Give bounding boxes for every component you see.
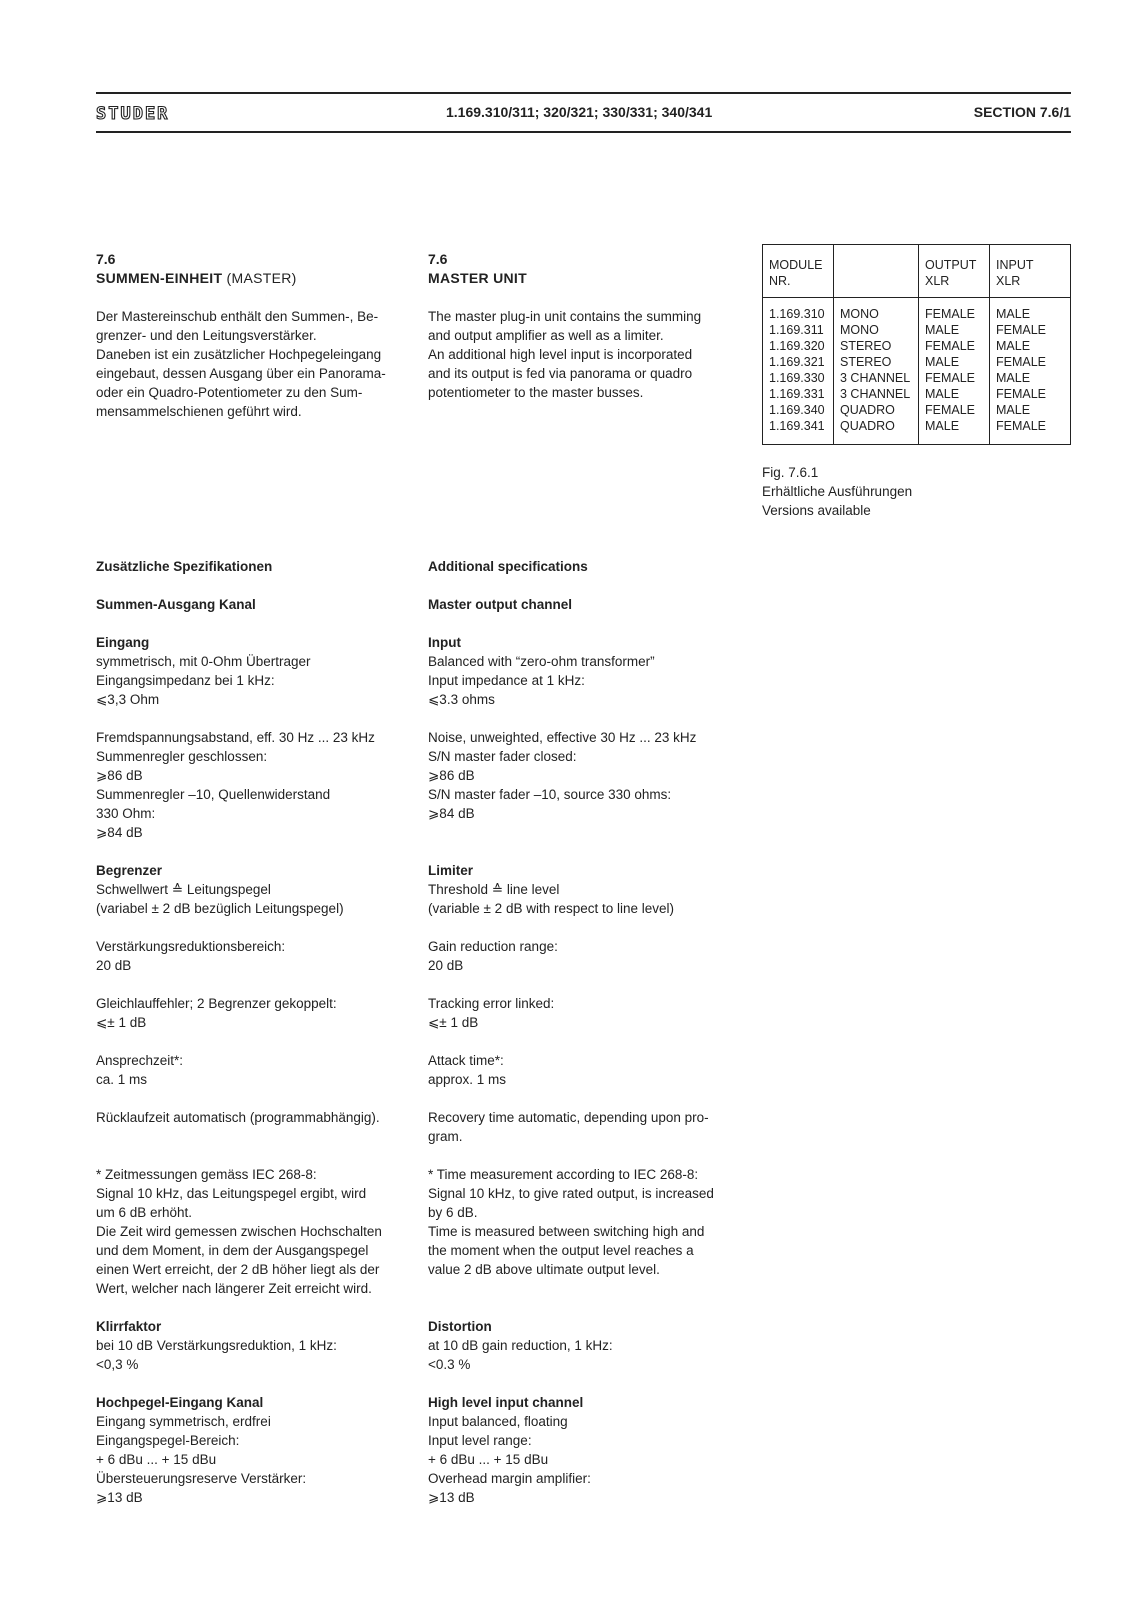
spec-line: Noise, unweighted, effective 30 Hz ... 23 kHz [428, 730, 697, 745]
spec-line: Attack time*: [428, 1053, 504, 1068]
spacer [428, 576, 738, 595]
header-module: MODULE NR. [763, 245, 834, 298]
spec-line: Input level range: [428, 1433, 532, 1448]
spacer [96, 975, 406, 994]
intro-line: eingebaut, dessen Ausgang über ein Panorama- [96, 366, 386, 381]
section-num-de: 7.6 [96, 251, 116, 267]
output-heading-de: Summen-Ausgang Kanal [96, 597, 256, 612]
german-specs-block [96, 557, 406, 1507]
spec-line: (variable ± 2 dB with respect to line level) [428, 901, 675, 916]
spec-line: ⩾84 dB [96, 825, 143, 840]
specs-heading-en: Additional specifications [428, 559, 588, 574]
spec-line: Summenregler geschlossen: [96, 749, 268, 764]
section-num-en: 7.6 [428, 251, 448, 267]
note-line: Time is measured between switching high and [428, 1224, 705, 1239]
spacer [96, 842, 406, 861]
table-row: 1.169.331 3 CHANNEL MALE FEMALE [763, 386, 1071, 402]
spec-line: Verstärkungsreduktionsbereich: [96, 939, 286, 954]
caption-line: Erhältliche Ausführungen [762, 484, 913, 499]
intro-line: Der Mastereinschub enthält den Summen-, Be- [96, 309, 379, 324]
spec-line: Recovery time automatic, depending upon pro- [428, 1110, 709, 1125]
spec-line: Input impedance at 1 kHz: [428, 673, 585, 688]
spec-line: Rücklaufzeit automatisch (programmabhängig). [96, 1110, 380, 1125]
header-type [834, 245, 919, 298]
spec-line: Threshold ≙ line level [428, 882, 560, 897]
spacer [428, 918, 738, 937]
spec-line: ⩽3.3 ohms [428, 692, 495, 707]
specs-heading-de: Zusätzliche Spezifikationen [96, 559, 273, 574]
note-line: * Time measurement according to IEC 268-8: [428, 1167, 699, 1182]
table-row: 1.169.311 MONO MALE FEMALE [763, 322, 1071, 338]
spec-line: Eingang symmetrisch, erdfrei [96, 1414, 271, 1429]
note-line: um 6 dB erhöht. [96, 1205, 193, 1220]
spec-line: ⩽± 1 dB [428, 1015, 479, 1030]
spec-line: S/N master fader –10, source 330 ohms: [428, 787, 672, 802]
spec-line: at 10 dB gain reduction, 1 kHz: [428, 1338, 613, 1353]
spacer [428, 823, 738, 842]
section-number: SECTION 7.6/1 [973, 104, 1071, 120]
spec-line: 20 dB [96, 958, 132, 973]
spacer [96, 1032, 406, 1051]
spec-line: <0,3 % [96, 1357, 139, 1372]
spec-line: Balanced with “zero-ohm transformer” [428, 654, 655, 669]
note-line: value 2 dB above ultimate output level. [428, 1262, 660, 1277]
spec-line: Ansprechzeit*: [96, 1053, 184, 1068]
spec-line: ca. 1 ms [96, 1072, 148, 1087]
intro-line: grenzer- und den Leitungsverstärker. [96, 328, 317, 343]
spec-line: Schwellwert ≙ Leitungspegel [96, 882, 271, 897]
spacer [428, 709, 738, 728]
spacer [96, 1374, 406, 1393]
spec-line: ⩾84 dB [428, 806, 475, 821]
caption-line: Versions available [762, 503, 871, 518]
intro-line: The master plug-in unit contains the summing [428, 309, 702, 324]
spec-line: S/N master fader closed: [428, 749, 577, 764]
spec-line: + 6 dBu ... + 15 dBu [96, 1452, 217, 1467]
intro-line: potentiometer to the master busses. [428, 385, 644, 400]
spec-line: bei 10 dB Verstärkungsreduktion, 1 kHz: [96, 1338, 337, 1353]
output-heading-en: Master output channel [428, 597, 573, 612]
high-level-heading-de: Hochpegel-Eingang Kanal [96, 1395, 264, 1410]
spec-line: Gain reduction range: [428, 939, 558, 954]
spacer [428, 1146, 738, 1165]
spacer [428, 842, 738, 861]
spec-line: + 6 dBu ... + 15 dBu [428, 1452, 549, 1467]
spec-line: ⩾86 dB [96, 768, 143, 783]
spec-line: Overhead margin amplifier: [428, 1471, 591, 1486]
spec-line: 330 Ohm: [96, 806, 156, 821]
spacer [428, 1279, 738, 1298]
studer-logo: STUDER [96, 104, 170, 124]
footnote-de [96, 1165, 406, 1298]
table-row: 1.169.340 QUADRO FEMALE MALE [763, 402, 1071, 418]
header-top-rule [96, 92, 1071, 94]
spec-line: 20 dB [428, 958, 464, 973]
spacer [96, 614, 406, 633]
spacer [96, 709, 406, 728]
note-line: by 6 dB. [428, 1205, 478, 1220]
spec-line: ⩾13 dB [96, 1490, 143, 1505]
spec-line: Tracking error linked: [428, 996, 555, 1011]
spec-line: (variabel ± 2 dB bezüglich Leitungspegel) [96, 901, 344, 916]
table-row: 1.169.321 STEREO MALE FEMALE [763, 354, 1071, 370]
intro-line: mensammelschienen geführt wird. [96, 404, 302, 419]
note-line: Wert, welcher nach längerer Zeit erreicht wird. [96, 1281, 372, 1296]
section-title-en: MASTER UNIT [428, 270, 527, 286]
spacer [428, 1298, 738, 1317]
spacer [428, 1089, 738, 1108]
table-row: 1.169.330 3 CHANNEL FEMALE MALE [763, 370, 1071, 386]
table-row: 1.169.341 QUADRO MALE FEMALE [763, 418, 1071, 445]
spec-line: ⩽± 1 dB [96, 1015, 147, 1030]
title-de-light: (MASTER) [226, 270, 297, 286]
note-line: Die Zeit wird gemessen zwischen Hochschalten [96, 1224, 382, 1239]
high-level-heading-en: High level input channel [428, 1395, 584, 1410]
spec-line: Eingangsimpedanz bei 1 kHz: [96, 673, 275, 688]
module-versions-table [762, 244, 1071, 445]
spec-line: symmetrisch, mit 0-Ohm Übertrager [96, 654, 311, 669]
intro-line: oder ein Quadro-Potentiometer zu den Sum- [96, 385, 363, 400]
english-intro-block [428, 250, 732, 402]
spec-line: Eingangspegel-Bereich: [96, 1433, 240, 1448]
intro-line: Daneben ist ein zusätzlicher Hochpegeleingang [96, 347, 382, 362]
spacer [96, 918, 406, 937]
spacer [428, 288, 732, 307]
figure-caption [762, 463, 912, 520]
distortion-heading-de: Klirrfaktor [96, 1319, 162, 1334]
footnote-en [428, 1165, 738, 1279]
header-input: INPUT XLR [990, 245, 1071, 298]
spec-line: <0.3 % [428, 1357, 471, 1372]
spacer [96, 1146, 406, 1165]
spacer [96, 576, 406, 595]
limiter-heading-de: Begrenzer [96, 863, 163, 878]
section-title-de [96, 269, 400, 288]
intro-line: and its output is fed via panorama or quadro [428, 366, 693, 381]
note-line: the moment when the output level reaches a [428, 1243, 694, 1258]
note-line: und dem Moment, in dem der Ausgangspegel [96, 1243, 369, 1258]
spec-line: gram. [428, 1129, 463, 1144]
spec-line: approx. 1 ms [428, 1072, 507, 1087]
spec-line: Übersteuerungsreserve Verstärker: [96, 1471, 307, 1486]
intro-line: An additional high level input is incorporated [428, 347, 693, 362]
spacer [428, 975, 738, 994]
title-de-bold: SUMMEN-EINHEIT [96, 270, 223, 286]
spacer [96, 288, 400, 307]
note-line: einen Wert erreicht, der 2 dB höher liegt als der [96, 1262, 380, 1277]
english-specs-block [428, 557, 738, 1507]
part-numbers: 1.169.310/311; 320/321; 330/331; 340/341 [446, 104, 713, 120]
spec-line: ⩾86 dB [428, 768, 475, 783]
input-heading-de: Eingang [96, 635, 150, 650]
german-intro-block [96, 250, 400, 421]
spec-line: Gleichlauffehler; 2 Begrenzer gekoppelt: [96, 996, 337, 1011]
note-line: Signal 10 kHz, to give rated output, is increased [428, 1186, 714, 1201]
header-bottom-rule [96, 131, 1071, 133]
spacer [96, 1089, 406, 1108]
distortion-heading-en: Distortion [428, 1319, 492, 1334]
spacer [428, 1374, 738, 1393]
spacer [96, 1127, 406, 1146]
note-line: * Zeitmessungen gemäss IEC 268-8: [96, 1167, 317, 1182]
spec-line: ⩾13 dB [428, 1490, 475, 1505]
spacer [96, 1298, 406, 1317]
intro-line: and output amplifier as well as a limiter. [428, 328, 664, 343]
spec-line: Summenregler –10, Quellenwiderstand [96, 787, 331, 802]
limiter-heading-en: Limiter [428, 863, 474, 878]
caption-line: Fig. 7.6.1 [762, 465, 819, 480]
spec-line: Input balanced, floating [428, 1414, 568, 1429]
table-header-row [763, 245, 1071, 298]
table-row: 1.169.320 STEREO FEMALE MALE [763, 338, 1071, 354]
spec-line: Fremdspannungsabstand, eff. 30 Hz ... 23 kHz [96, 730, 375, 745]
spacer [428, 1032, 738, 1051]
note-line: Signal 10 kHz, das Leitungspegel ergibt, wird [96, 1186, 367, 1201]
spacer [428, 614, 738, 633]
spec-line: ⩽3,3 Ohm [96, 692, 160, 707]
header-output: OUTPUT XLR [919, 245, 990, 298]
table-row: 1.169.310 MONO FEMALE MALE [763, 298, 1071, 323]
input-heading-en: Input [428, 635, 461, 650]
